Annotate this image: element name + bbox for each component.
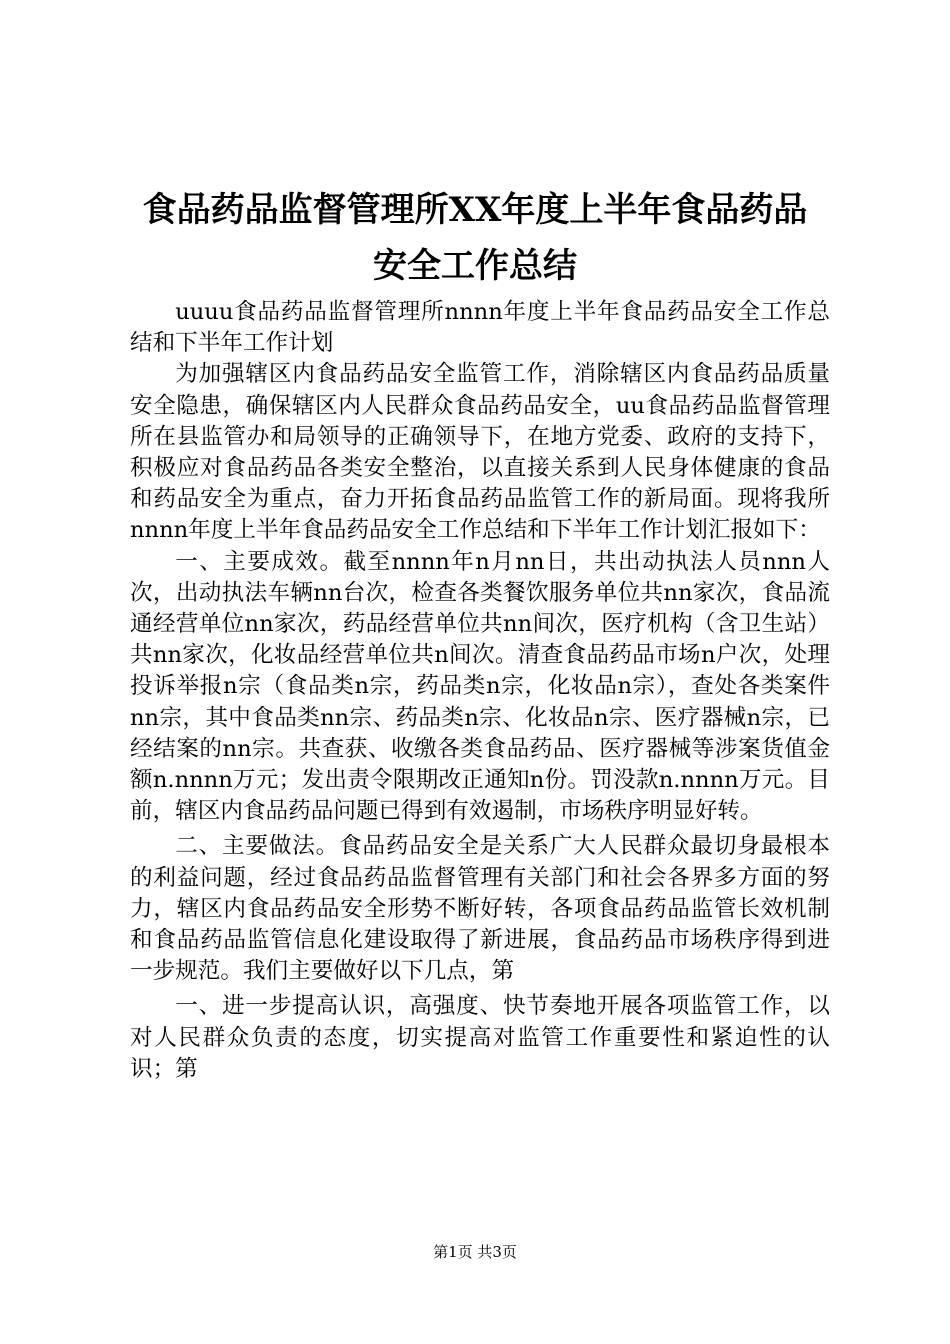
paragraph-intro: 为加强辖区内食品药品安全监管工作，消除辖区内食品药品质量安全隐患，确保辖区内人民群众食品药品安全，uu食品药品监督管理所在县监管办和局领导的正确领导下，在地方党委、政府的支持下，积极应对食品药品各类安全整治，以直接关系到人民身体健康的食品和药品安全为重点，奋力开拓食品药品监管工作的新局面。现将我所nnnn年度上半年食品药品安全工作总结和下半年工作计划汇报如下： bbox=[130, 361, 830, 544]
document-title-line-2: 安全工作总结 bbox=[373, 246, 577, 286]
paragraph-achievements: 一、主要成效。截至nnnn年n月nn日，共出动执法人员nnn人次，出动执法车辆nn台次，检查各类餐饮服务单位共nn家次，食品流通经营单位nn家次，药品经营单位共nn间次，医疗机构（含卫生站）共nn家次，化妆品经营单位共n间次。清查食品药品市场n户次，处理投诉举报n宗（食品类n宗，药品类n宗，化妆品n宗），查处各类案件nn宗，其中食品类nn宗、药品类n宗、化妆品n宗、医疗器械n宗，已经结案的nn宗。共查获、收缴各类食品药品、医疗器械等涉案货值金额n.nnnn万元；发出责令限期改正通知n份。罚没款n.nnnn万元。目前，辖区内食品药品问题已得到有效遏制，市场秩序明显好转。 bbox=[130, 548, 830, 825]
paragraph-methods: 二、主要做法。食品药品安全是关系广大人民群众最切身最根本的利益问题，经过食品药品监督管理有关部门和社会各界多方面的努力，辖区内食品药品安全形势不断好转，各项食品药品监管长效机制和食品药品监管信息化建设取得了新进展，食品药品市场秩序得到进一步规范。我们主要做好以下几点，第 bbox=[130, 833, 830, 985]
document-title-line-1: 食品药品监督管理所XX年度上半年食品药品 bbox=[142, 190, 808, 230]
paragraph-subtitle: uuuu食品药品监督管理所nnnn年度上半年食品药品安全工作总结和下半年工作计划 bbox=[130, 299, 830, 357]
document-body bbox=[130, 297, 830, 1085]
page-footer: 第1页 共3页 bbox=[433, 1243, 517, 1261]
paragraph-point-one: 一、进一步提高认识，高强度、快节奏地开展各项监管工作，以对人民群众负责的态度，切实提高对监管工作重要性和紧迫性的认识；第 bbox=[130, 993, 830, 1082]
